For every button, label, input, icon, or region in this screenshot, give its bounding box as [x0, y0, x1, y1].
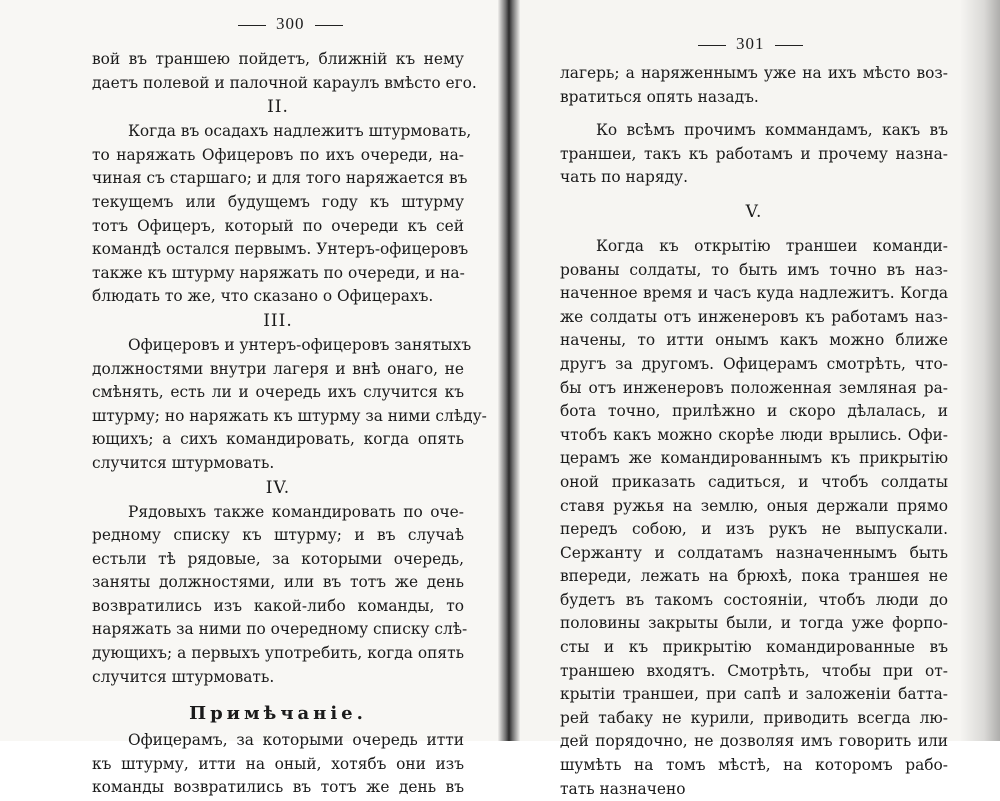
text-line: блюдать то же, что сказано о Офицерахъ. — [92, 287, 434, 306]
opening-lines — [92, 48, 477, 95]
section-numeral: IV. — [265, 477, 291, 498]
text-line: бота точно, прилѣжно и скоро дѣлалась, и — [560, 402, 948, 421]
text-line: то наряжать Офицеровъ по ихъ очереди, на- — [92, 145, 464, 164]
text-line: Офицеровъ и унтеръ-офицеровъ занятыхъ — [128, 335, 472, 354]
text-line: даетъ полевой и палочной караулъ вмѣсто его. — [92, 73, 477, 92]
text-line: дей порядочно, не дозволяя имъ говорить или — [560, 732, 948, 751]
right-page — [508, 0, 1000, 798]
text-line: наченное время и часъ куда надлежитъ. Когда — [560, 284, 948, 303]
text-line: лагерь; а наряженнымъ уже на ихъ мѣсто воз- — [560, 64, 948, 82]
text-line: Офицерамъ, за которыми очередь итти — [128, 731, 464, 750]
text-line: чтобъ какъ можно скорѣе люди врылись. Офи- — [560, 425, 948, 444]
text-line: вой въ траншею пойдетъ, ближній къ нему — [92, 50, 464, 68]
text-line: Когда въ осадахъ надлежитъ штурмовать, — [128, 122, 472, 141]
text-line: начены, то итти онымъ какъ можно ближе — [560, 331, 948, 350]
text-line: возвратились изъ какой-либо команды, то — [92, 596, 464, 615]
text-line: Когда къ открытію траншеи команди- — [596, 236, 948, 255]
section-numeral: V. — [745, 201, 763, 222]
page-number-right: 301 — [688, 34, 813, 54]
text-line: ющихъ; а сихъ командировать, когда опять — [92, 430, 464, 449]
commands-paragraph — [560, 119, 948, 190]
text-line: Ко всѣмъ прочимъ коммандамъ, какъ въ — [596, 121, 948, 140]
section-numeral: III. — [263, 310, 293, 331]
text-line: смѣнять, есть ли и очередь ихъ случится къ — [92, 383, 464, 402]
folio-dash — [698, 45, 726, 46]
text-line: траншеи, такъ къ работамъ и прочему назна- — [560, 144, 948, 163]
text-line: передъ собою, и изъ рукъ не выпускали. — [560, 520, 948, 539]
folio-dash — [775, 45, 803, 46]
section-v-paragraph — [560, 235, 948, 801]
text-line: рей табаку не курили, приводить всегда лю- — [560, 708, 948, 727]
text-line: ставя ружья на землю, оныя держали прямо — [560, 496, 948, 515]
right-text-block — [560, 62, 948, 801]
section-ii-paragraph — [92, 120, 472, 309]
text-line: дующихъ; а первыхъ употребить, когда опять — [92, 644, 464, 663]
book-gutter — [498, 0, 520, 741]
text-line: Сержанту и солдатамъ назначеннымъ быть — [560, 543, 948, 562]
text-line: редному списку къ штурму; и въ случаѣ — [92, 526, 464, 545]
continuation-lines — [560, 62, 948, 109]
text-line: командѣ остался первымъ. Унтеръ-офицеровъ — [92, 240, 469, 259]
text-line: къ штурму, итти на оный, хотябъ они изъ — [92, 754, 464, 773]
text-line: штурму; но наряжать къ штурму за ними слѣду- — [92, 406, 487, 425]
page-edge-shadow — [960, 0, 1000, 741]
text-line: половины закрыты были, и тогда уже форпо- — [560, 614, 948, 633]
text-line: команды возвратились въ тотъ же день въ — [92, 778, 464, 797]
page-number-left: 300 — [228, 14, 353, 34]
text-line: будетъ въ такомъ состояніи, чтобъ люди до — [560, 590, 948, 609]
text-line: сты и къ прикрытію командированные въ — [560, 638, 948, 657]
folio-dash — [315, 25, 343, 26]
text-line: также къ штурму наряжать по очереди, и на- — [92, 263, 465, 282]
section-iv-paragraph — [92, 501, 468, 690]
note-paragraph — [92, 729, 464, 800]
section-iii-paragraph — [92, 334, 487, 476]
text-line: траншею входятъ. Смотрѣть, чтобы при от- — [560, 661, 948, 680]
text-line: шумѣть на томъ мѣстѣ, на которомъ рабо- — [560, 756, 948, 775]
text-line: оной приказать садиться, и чтобъ солдаты — [560, 472, 948, 491]
text-line: бы отъ инженеровъ положенная земляная ра- — [560, 378, 948, 397]
text-line: естьли тѣ рядовые, за которыми очередь, — [92, 549, 464, 568]
text-line: текущемъ или будущемъ году къ штурму — [92, 192, 464, 211]
text-line: случится штурмовать. — [92, 453, 275, 472]
text-line: рованы солдаты, то быть имъ точно въ наз- — [560, 260, 948, 279]
text-line: вратиться опять назадъ. — [560, 87, 759, 106]
note-heading: Примѣчаніе. — [189, 703, 367, 725]
text-line: случится штурмовать. — [92, 667, 275, 686]
folio-dash — [238, 25, 266, 26]
text-line: крытіи траншеи, при сапѣ и заложеніи батта- — [560, 685, 948, 704]
text-line: другъ за другомъ. Офицерамъ смотрѣть, что- — [560, 354, 948, 373]
text-line: тотъ Офицеръ, который по очереди къ сей — [92, 216, 464, 235]
section-numeral: II. — [267, 97, 289, 118]
text-line: Рядовыхъ также командировать по оче- — [128, 502, 464, 521]
text-line: наряжать за ними по очередному списку слѣ- — [92, 620, 468, 639]
text-line: же солдаты отъ инженеровъ къ работамъ наз- — [560, 307, 948, 326]
text-line: заняты должностями, или въ тотъ же день — [92, 573, 464, 592]
left-text-block — [92, 48, 487, 800]
text-line: церамъ же командированнымъ къ прикрытію — [560, 449, 948, 468]
text-line: должностями внутри лагеря и внѣ онаго, не — [92, 359, 464, 378]
text-line: чать по наряду. — [560, 168, 688, 187]
text-line: тать назначено — [560, 779, 686, 798]
text-line: впереди, лежать на брюхѣ, пока траншея не — [560, 567, 948, 586]
text-line: чиная съ старшаго; и для того наряжается въ — [92, 169, 468, 188]
